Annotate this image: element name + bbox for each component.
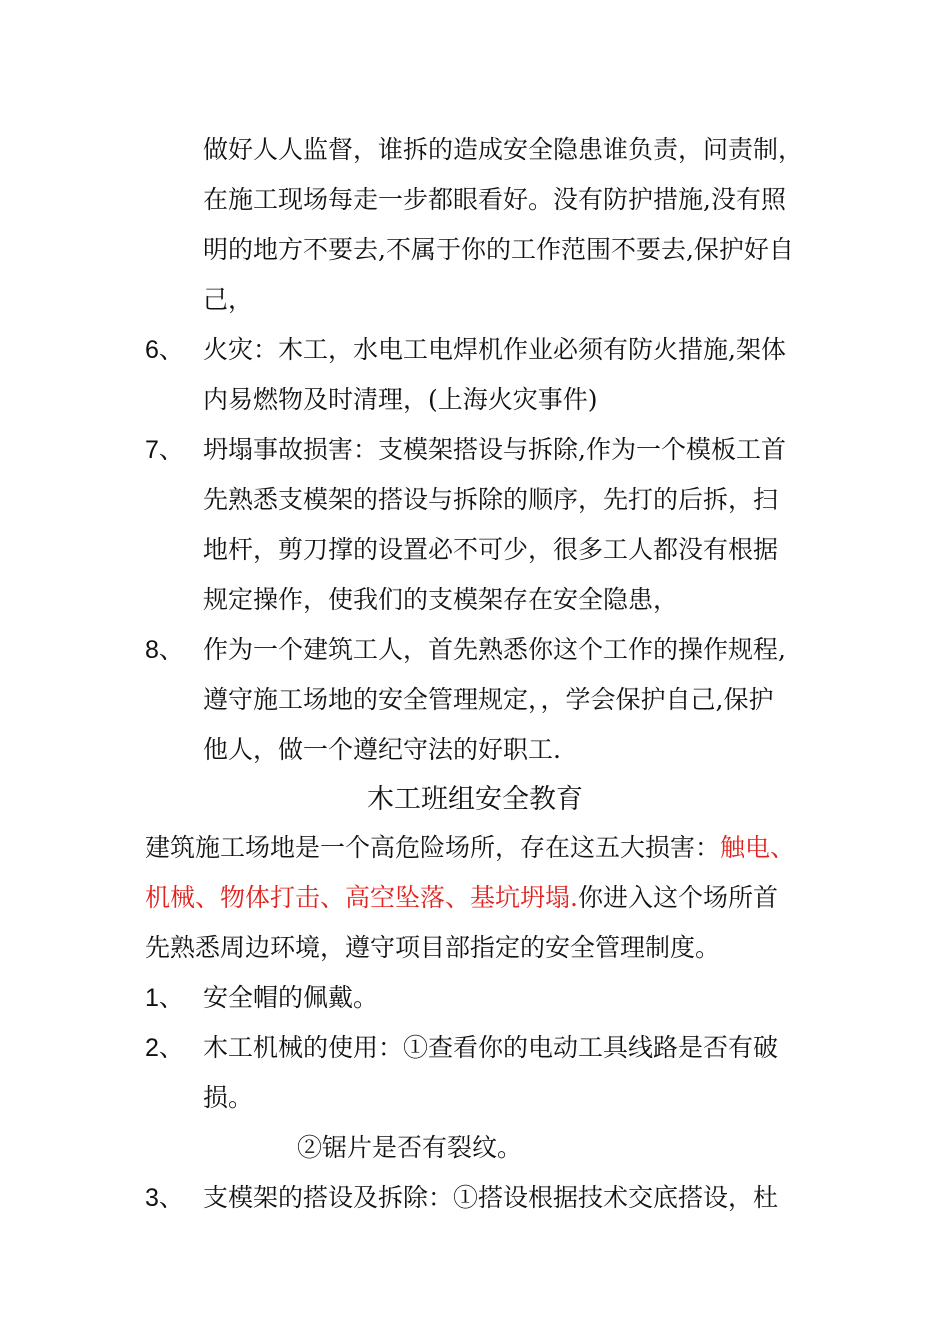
text-line: 遵守施工场地的安全管理规定，，学会保护自己,保护 xyxy=(203,685,774,714)
text-line: 他人，做一个遵纪守法的好职工. xyxy=(203,735,561,764)
text-line: 作为一个建筑工人，首先熟悉你这个工作的操作规程, xyxy=(203,635,786,664)
text-line: 做好人人监督，谁拆的造成安全隐患谁负责，问责制， xyxy=(203,135,804,164)
text-line: 明的地方不要去,不属于你的工作范围不要去,保护好自 xyxy=(203,235,794,264)
paragraph-text: 你进入这个场所首 xyxy=(577,883,778,912)
hazard-highlight: 机械、物体打击、高空坠落、基坑坍塌. xyxy=(145,883,578,912)
text-line: 先熟悉支模架的搭设与拆除的顺序，先打的后拆，扫 xyxy=(203,485,779,514)
text-line: 坍塌事故损害：支模架搭设与拆除,作为一个模板工首 xyxy=(203,435,786,464)
text-line: 在施工现场每走一步都眼看好。没有防护措施,没有照 xyxy=(203,185,786,214)
item-number: 1、 xyxy=(145,984,184,1012)
item-number: 8、 xyxy=(145,636,184,664)
text-line: 安全帽的佩戴。 xyxy=(203,983,379,1012)
text-line: 规定操作，使我们的支模架存在安全隐患， xyxy=(203,585,679,614)
text-line: 火灾：木工，水电工电焊机作业必须有防火措施,架体 xyxy=(203,335,786,364)
text-line: ②锯片是否有裂纹。 xyxy=(297,1133,523,1162)
text-line: 支模架的搭设及拆除：①搭设根据技术交底搭设，杜 xyxy=(203,1183,779,1212)
item-number: 6、 xyxy=(145,336,184,364)
paragraph-line xyxy=(145,833,795,863)
text-line: 地杆，剪刀撑的设置必不可少，很多工人都没有根据 xyxy=(203,535,779,564)
paragraph-line xyxy=(145,883,778,913)
item-number: 3、 xyxy=(145,1184,184,1212)
text-line: 内易燃物及时清理，(上海火灾事件) xyxy=(203,385,598,414)
section-title: 木工班组安全教育 xyxy=(367,784,583,815)
item-number: 7、 xyxy=(145,436,184,464)
item-number: 2、 xyxy=(145,1034,184,1062)
text-line: 损。 xyxy=(203,1083,254,1112)
paragraph-line: 先熟悉周边环境，遵守项目部指定的安全管理制度。 xyxy=(145,933,721,962)
text-line: 木工机械的使用：①查看你的电动工具线路是否有破 xyxy=(203,1033,779,1062)
hazard-highlight: 触电、 xyxy=(720,833,796,862)
paragraph-text: 建筑施工场地是一个高危险场所，存在这五大损害： xyxy=(145,833,721,862)
text-line: 己， xyxy=(203,285,254,314)
